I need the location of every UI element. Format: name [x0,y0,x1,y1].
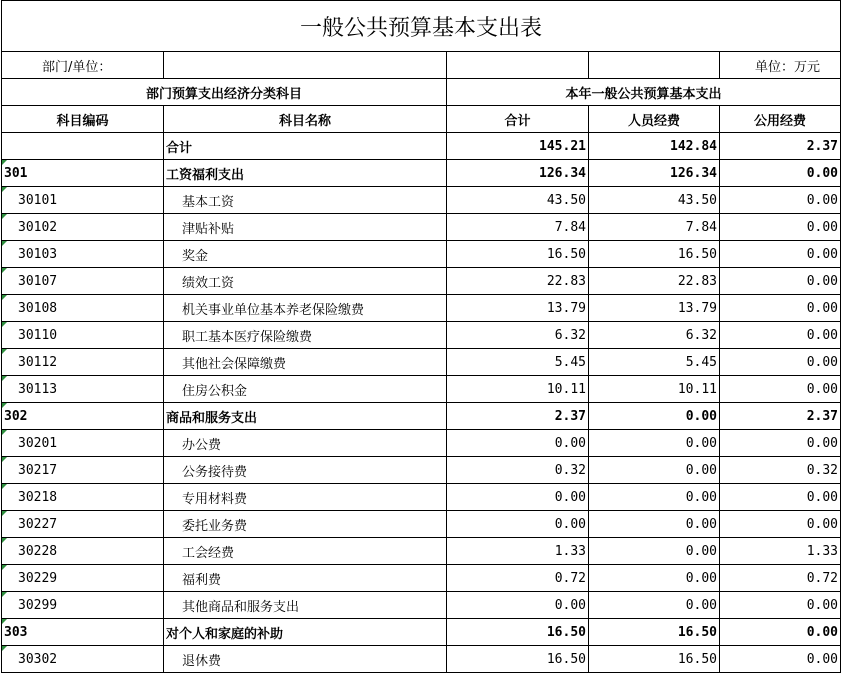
cell-public[interactable]: 0.00 [720,160,841,187]
cell-marker-icon [2,565,7,570]
cell-public[interactable]: 0.00 [720,187,841,214]
cell-marker-icon [2,187,7,192]
cell-personnel[interactable]: 0.00 [589,484,720,511]
cell-public[interactable]: 0.00 [720,268,841,295]
cell-public[interactable]: 0.00 [720,295,841,322]
cell-marker-icon [2,430,7,435]
group-row [2,619,841,646]
cell-name[interactable]: 机关事业单位基本养老保险缴费 [164,295,447,322]
cell-public[interactable]: 0.00 [720,619,841,646]
cell-code[interactable] [2,592,164,619]
cell-total[interactable]: 126.34 [447,160,589,187]
cell-public[interactable]: 0.00 [720,592,841,619]
cell-total[interactable]: 22.83 [447,268,589,295]
cell-marker-icon [2,160,7,165]
cell-name[interactable]: 退休费 [164,646,447,673]
table-row [2,214,841,241]
table-row [2,349,841,376]
cell-name[interactable]: 住房公积金 [164,376,447,403]
cell-code[interactable] [2,565,164,592]
cell-total[interactable]: 0.00 [447,484,589,511]
header-group-economic-class: 部门预算支出经济分类科目 [2,79,447,106]
cell-name[interactable]: 津贴补贴 [164,214,447,241]
cell-name[interactable]: 专用材料费 [164,484,447,511]
cell-marker-icon [2,322,7,327]
cell-name[interactable]: 对个人和家庭的补助 [164,619,447,646]
cell-code-text: 30102 [18,219,58,235]
cell-personnel[interactable]: 22.83 [589,268,720,295]
table-row [2,457,841,484]
header-code: 科目编码 [2,106,164,133]
cell-code[interactable] [2,646,164,673]
cell-name[interactable]: 奖金 [164,241,447,268]
cell-public[interactable]: 0.00 [720,430,841,457]
cell-code-text: 30108 [18,300,58,316]
header-name: 科目名称 [164,106,447,133]
cell-name[interactable]: 委托业务费 [164,511,447,538]
cell-marker-icon [2,295,7,300]
dept-label: 部门/单位： [2,52,164,79]
cell-personnel[interactable]: 0.00 [589,403,720,430]
cell-personnel[interactable]: 5.45 [589,349,720,376]
cell-total[interactable]: 5.45 [447,349,589,376]
blank-cell[interactable] [447,52,589,79]
cell-total[interactable]: 0.32 [447,457,589,484]
cell-total[interactable]: 0.00 [447,430,589,457]
cell-name[interactable]: 职工基本医疗保险缴费 [164,322,447,349]
cell-code[interactable] [2,376,164,403]
cell-total[interactable]: 16.50 [447,619,589,646]
cell-name[interactable]: 办公费 [164,430,447,457]
cell-marker-icon [2,457,7,462]
cell-public[interactable]: 0.00 [720,376,841,403]
table-row [2,241,841,268]
cell-marker-icon [2,538,7,543]
cell-code[interactable] [2,160,164,187]
cell-personnel[interactable]: 10.11 [589,376,720,403]
cell-personnel[interactable]: 6.32 [589,322,720,349]
cell-marker-icon [2,592,7,597]
cell-code[interactable] [2,214,164,241]
header-total: 合计 [447,106,589,133]
cell-personnel[interactable]: 16.50 [589,241,720,268]
cell-code[interactable] [2,295,164,322]
cell-public[interactable]: 0.00 [720,214,841,241]
cell-name[interactable]: 绩效工资 [164,268,447,295]
total-code[interactable] [2,133,164,160]
cell-code[interactable] [2,430,164,457]
cell-public[interactable]: 0.00 [720,322,841,349]
cell-code[interactable] [2,241,164,268]
cell-marker-icon [2,484,7,489]
cell-marker-icon [2,349,7,354]
cell-personnel[interactable]: 16.50 [589,646,720,673]
cell-personnel[interactable]: 43.50 [589,187,720,214]
table-row [2,295,841,322]
group-row [2,403,841,430]
cell-total[interactable]: 0.00 [447,592,589,619]
cell-code[interactable] [2,268,164,295]
cell-name[interactable]: 其他社会保障缴费 [164,349,447,376]
cell-code[interactable] [2,349,164,376]
cell-code-text: 302 [4,408,28,424]
cell-code-text: 30302 [18,651,58,667]
header-personnel: 人员经费 [589,106,720,133]
cell-code[interactable] [2,484,164,511]
cell-public[interactable]: 0.00 [720,646,841,673]
table-row [2,538,841,565]
cell-personnel[interactable]: 7.84 [589,214,720,241]
cell-personnel[interactable]: 126.34 [589,160,720,187]
cell-public[interactable]: 0.32 [720,457,841,484]
cell-public[interactable]: 0.72 [720,565,841,592]
cell-code-text: 30110 [18,327,58,343]
cell-personnel[interactable]: 13.79 [589,295,720,322]
group-row [2,160,841,187]
cell-name[interactable]: 公务接待费 [164,457,447,484]
cell-code-text: 30218 [18,489,58,505]
cell-personnel[interactable]: 0.00 [589,592,720,619]
cell-total[interactable]: 10.11 [447,376,589,403]
header-group-basic-expenditure: 本年一般公共预算基本支出 [447,79,841,106]
cell-name[interactable]: 其他商品和服务支出 [164,592,447,619]
cell-marker-icon [2,268,7,273]
cell-total[interactable]: 6.32 [447,322,589,349]
table-row [2,484,841,511]
cell-code-text: 30299 [18,597,58,613]
table-row [2,511,841,538]
table-title: 一般公共预算基本支出表 [2,1,841,52]
cell-code-text: 303 [4,624,28,640]
table-row [2,646,841,673]
cell-personnel[interactable]: 0.00 [589,511,720,538]
cell-marker-icon [2,619,7,624]
header-public: 公用经费 [720,106,841,133]
cell-marker-icon [2,646,7,651]
cell-total[interactable]: 2.37 [447,403,589,430]
table-row [2,268,841,295]
cell-name[interactable]: 工资福利支出 [164,160,447,187]
total-sum[interactable]: 145.21 [447,133,589,160]
cell-marker-icon [2,403,7,408]
table-row [2,565,841,592]
cell-public[interactable]: 2.37 [720,403,841,430]
cell-total[interactable]: 43.50 [447,187,589,214]
cell-name[interactable]: 商品和服务支出 [164,403,447,430]
cell-code-text: 30101 [18,192,58,208]
cell-total[interactable]: 13.79 [447,295,589,322]
dept-value-cell[interactable] [164,52,447,79]
cell-public[interactable]: 0.00 [720,349,841,376]
budget-table [1,0,841,673]
cell-code[interactable] [2,619,164,646]
cell-marker-icon [2,214,7,219]
cell-personnel[interactable]: 0.00 [589,430,720,457]
cell-public[interactable]: 0.00 [720,511,841,538]
unit-label: 单位：万元 [720,52,841,79]
cell-total[interactable]: 7.84 [447,214,589,241]
cell-name[interactable]: 基本工资 [164,187,447,214]
cell-total[interactable]: 16.50 [447,646,589,673]
cell-personnel[interactable]: 0.00 [589,565,720,592]
cell-code-text: 30229 [18,570,58,586]
cell-code-text: 30217 [18,462,58,478]
cell-code-text: 30227 [18,516,58,532]
cell-personnel[interactable]: 0.00 [589,538,720,565]
cell-name[interactable]: 福利费 [164,565,447,592]
cell-code-text: 30103 [18,246,58,262]
cell-code[interactable] [2,457,164,484]
cell-name[interactable]: 工会经费 [164,538,447,565]
cell-code-text: 30107 [18,273,58,289]
cell-marker-icon [2,241,7,246]
cell-code[interactable] [2,187,164,214]
cell-code-text: 30228 [18,543,58,559]
total-personnel[interactable]: 142.84 [589,133,720,160]
cell-marker-icon [2,511,7,516]
cell-public[interactable]: 0.00 [720,241,841,268]
cell-code[interactable] [2,322,164,349]
cell-code[interactable] [2,538,164,565]
table-row [2,187,841,214]
cell-public[interactable]: 0.00 [720,484,841,511]
cell-code-text: 30113 [18,381,58,397]
cell-total[interactable]: 0.00 [447,511,589,538]
table-row [2,430,841,457]
cell-public[interactable]: 1.33 [720,538,841,565]
table-row [2,592,841,619]
cell-total[interactable]: 16.50 [447,241,589,268]
cell-code-text: 30201 [18,435,58,451]
cell-code-text: 301 [4,165,28,181]
cell-code[interactable] [2,403,164,430]
total-name[interactable]: 合计 [164,133,447,160]
cell-total[interactable]: 0.72 [447,565,589,592]
cell-code[interactable] [2,511,164,538]
total-public[interactable]: 2.37 [720,133,841,160]
cell-code-text: 30112 [18,354,58,370]
table-row [2,376,841,403]
blank-cell[interactable] [589,52,720,79]
table-row [2,322,841,349]
cell-personnel[interactable]: 16.50 [589,619,720,646]
cell-total[interactable]: 1.33 [447,538,589,565]
cell-marker-icon [2,376,7,381]
cell-personnel[interactable]: 0.00 [589,457,720,484]
